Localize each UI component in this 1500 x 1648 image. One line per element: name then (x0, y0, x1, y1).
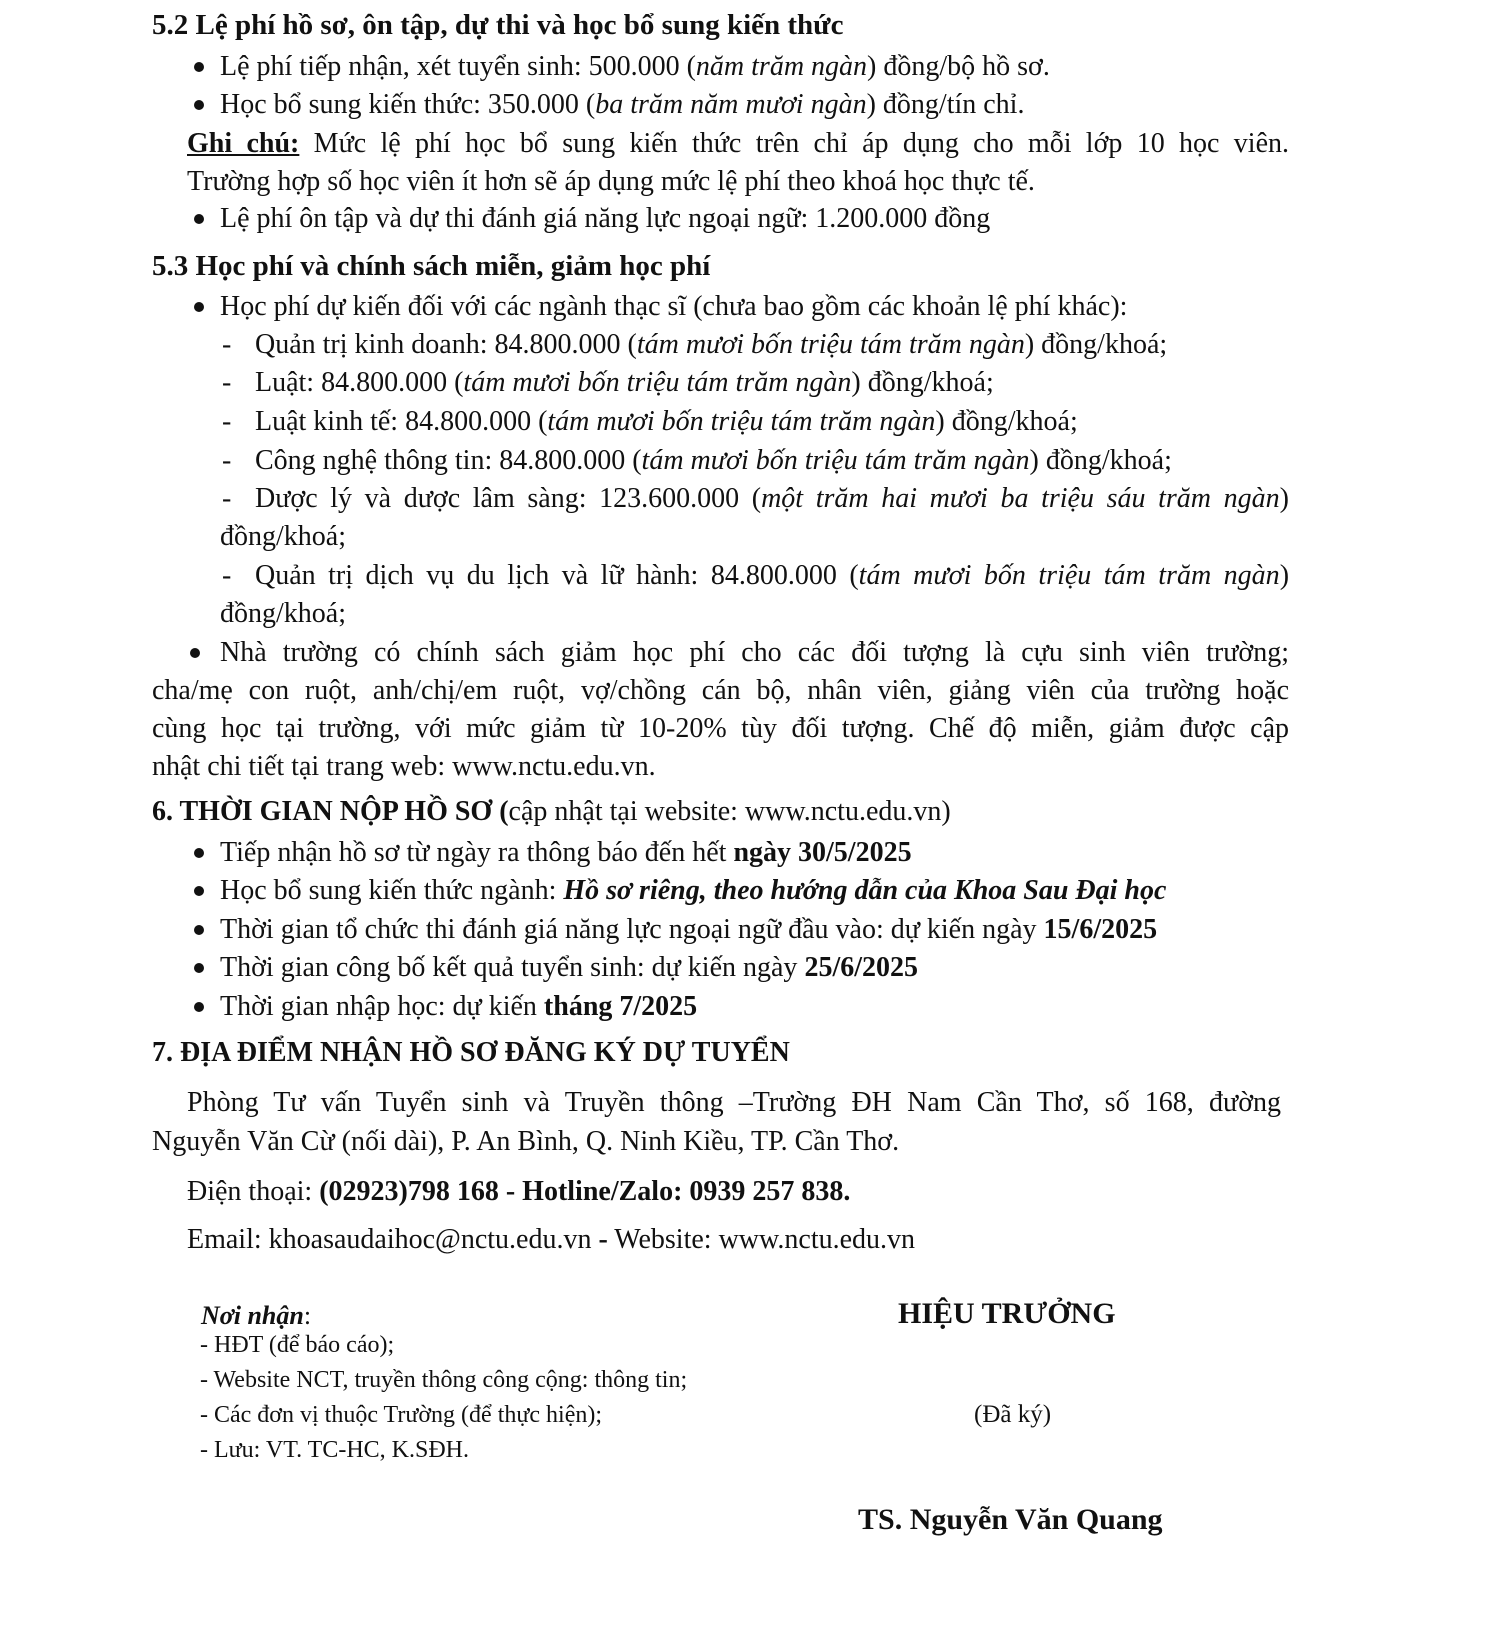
policy-line-4: nhật chi tiết tại trang web: www.nctu.edu.vn. (152, 751, 656, 782)
signed-note: (Đã ký) (974, 1401, 1052, 1428)
policy-line-1: Nhà trường có chính sách giảm học phí cho các đối tượng là cựu sinh viên trường; (220, 637, 1289, 668)
exam-date-line: Thời gian tổ chức thi đánh giá năng lực ngoại ngữ đầu vào: dự kiến ngày 15/6/2025 (220, 914, 1158, 945)
recipient-item: - Lưu: VT. TC-HC, K.SĐH. (200, 1437, 470, 1463)
recipient-item: - Website NCT, truyền thông công cộng: thông tin; (200, 1367, 688, 1393)
recipient-item: - Các đơn vị thuộc Trường (để thực hiện); (200, 1402, 603, 1428)
address-line-2: Nguyễn Văn Cừ (nối dài), P. An Bình, Q. Ninh Kiều, TP. Cần Thơ. (152, 1126, 900, 1157)
fee-supplement-line: Học bổ sung kiến thức: 350.000 (ba trăm năm mươi ngàn) đồng/tín chỉ. (220, 89, 1025, 120)
deadline-line: Tiếp nhận hồ sơ từ ngày ra thông báo đến hết ngày 30/5/2025 (220, 837, 912, 868)
section-6-heading: 6. THỜI GIAN NỘP HỒ SƠ (cập nhật tại website: www.nctu.edu.vn) (152, 796, 951, 827)
bullet-icon (194, 100, 204, 110)
policy-line-2: cha/mẹ con ruột, anh/chị/em ruột, vợ/chồng cán bộ, nhân viên, giảng viên của trường hoặc (152, 675, 1289, 706)
tuition-item: Công nghệ thông tin: 84.800.000 (tám mươi bốn triệu tám trăm ngàn) đồng/khoá; (255, 445, 1172, 476)
recipients-heading: Nơi nhận: (201, 1301, 312, 1330)
policy-line-3: cùng học tại trường, với mức giảm từ 10-20% tùy đối tượng. Chế độ miễn, giảm được cập (152, 713, 1289, 744)
dash-icon: - (222, 367, 232, 398)
section-5-3-heading: 5.3 Học phí và chính sách miễn, giảm học phí (152, 250, 711, 282)
email-line: Email: khoasaudaihoc@nctu.edu.vn - Website: www.nctu.edu.vn (187, 1224, 916, 1255)
tuition-intro: Học phí dự kiến đối với các ngành thạc sĩ (chưa bao gồm các khoản lệ phí khác): (220, 291, 1128, 322)
bullet-icon (194, 302, 204, 312)
tuition-item: Luật: 84.800.000 (tám mươi bốn triệu tám trăm ngàn) đồng/khoá; (255, 367, 994, 398)
dash-icon: - (222, 406, 232, 437)
bullet-icon (194, 886, 204, 896)
phone-line: Điện thoại: (02923)798 168 - Hotline/Zalo: 0939 257 838. (187, 1176, 851, 1207)
signer-name: TS. Nguyễn Văn Quang (858, 1503, 1163, 1536)
bullet-icon (194, 925, 204, 935)
tuition-item: Luật kinh tế: 84.800.000 (tám mươi bốn triệu tám trăm ngàn) đồng/khoá; (255, 406, 1078, 437)
note-line-2: Trường hợp số học viên ít hơn sẽ áp dụng mức lệ phí theo khoá học thực tế. (187, 166, 1035, 197)
dash-icon: - (222, 445, 232, 476)
tuition-item: Quản trị kinh doanh: 84.800.000 (tám mươi bốn triệu tám trăm ngàn) đồng/khoá; (255, 329, 1168, 360)
note-line-1: Ghi chú: Mức lệ phí học bổ sung kiến thức trên chỉ áp dụng cho mỗi lớp 10 học viên. (187, 128, 1289, 159)
dash-icon: - (222, 560, 232, 591)
dash-icon: - (222, 483, 232, 514)
section-7-heading: 7. ĐỊA ĐIỂM NHẬN HỒ SƠ ĐĂNG KÝ DỰ TUYỂN (152, 1037, 790, 1068)
bullet-icon (194, 62, 204, 72)
dash-icon: - (222, 329, 232, 360)
bullet-icon (190, 648, 200, 658)
bullet-icon (194, 1002, 204, 1012)
section-5-2-heading: 5.2 Lệ phí hồ sơ, ôn tập, dự thi và học bổ sung kiến thức (152, 9, 844, 41)
tuition-item-cont: đồng/khoá; (220, 598, 346, 629)
recipient-item: - HĐT (để báo cáo); (200, 1332, 395, 1358)
bullet-icon (194, 214, 204, 224)
bullet-icon (194, 963, 204, 973)
bullet-icon (194, 848, 204, 858)
signer-title: HIỆU TRƯỞNG (898, 1297, 1116, 1330)
fee-application-line: Lệ phí tiếp nhận, xét tuyển sinh: 500.000 (năm trăm ngàn) đồng/bộ hồ sơ. (220, 51, 1050, 82)
tuition-item: Quản trị dịch vụ du lịch và lữ hành: 84.800.000 (tám mươi bốn triệu tám trăm ngàn) (255, 560, 1290, 591)
result-date-line: Thời gian công bố kết quả tuyển sinh: dự kiến ngày 25/6/2025 (220, 952, 918, 983)
address-line-1: Phòng Tư vấn Tuyển sinh và Truyền thông –Trường ĐH Nam Cần Thơ, số 168, đường (187, 1087, 1281, 1118)
tuition-item: Dược lý và dược lâm sàng: 123.600.000 (một trăm hai mươi ba triệu sáu trăm ngàn) (255, 483, 1289, 514)
enrollment-date-line: Thời gian nhập học: dự kiến tháng 7/2025 (220, 991, 698, 1022)
fee-language-line: Lệ phí ôn tập và dự thi đánh giá năng lực ngoại ngữ: 1.200.000 đồng (220, 203, 991, 234)
tuition-item-cont: đồng/khoá; (220, 521, 346, 552)
supplement-line: Học bổ sung kiến thức ngành: Hồ sơ riêng, theo hướng dẫn của Khoa Sau Đại học (220, 875, 1167, 906)
